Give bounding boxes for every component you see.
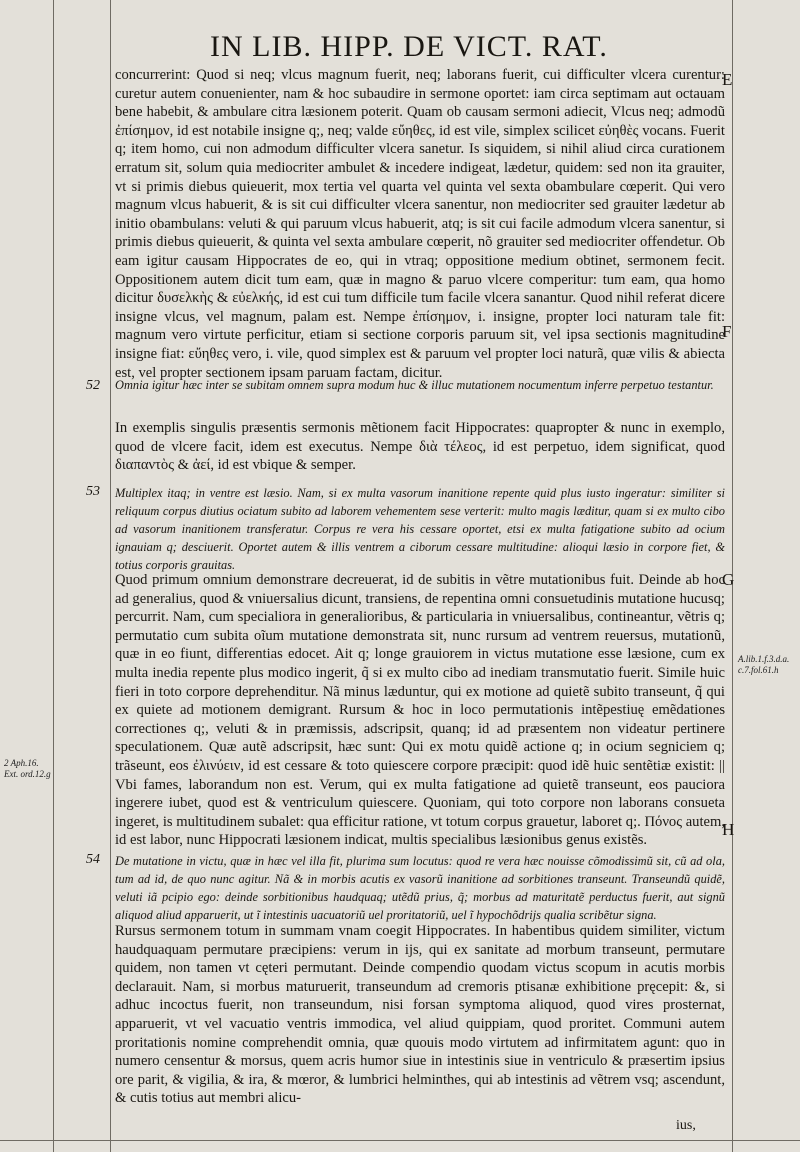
section-number-52: 52 [86, 378, 100, 393]
commentary-paragraph-2 [115, 419, 725, 473]
margin-letter-h: H [722, 820, 735, 839]
side-note-left: 2 Aph.16. Ext. ord.12.g [4, 758, 51, 779]
commentary-paragraph-1 [115, 66, 725, 394]
aphorism-53: Multiplex itaq; in ventre est læsio. Nam, si ex multa vasorum inanitione repente quid plus iusto ingeratur: similiter si reliquum corpus diutius ociatum subito ad laborem vehementem sese verterit: multo magis læditur, quam si ex multo cibo ad vasorum inanitionem transferatur. Corpus re vera his cessare oportet, etsi ex multa fatigatione subito ad ocium ignauiam q; desciuerit. Oportet autem & illis ventrem a ciborum cessare multitudine: alioqui læsio in corpore fiet, & totius corporis grauitas. [115, 486, 725, 572]
margin-rule-left-outer [53, 0, 54, 1152]
section-number-53: 53 [86, 484, 100, 499]
running-header: IN LIB. HIPP. DE VICT. RAT. [210, 30, 608, 63]
margin-letter-e: E [722, 70, 733, 89]
paragraph-text: In exemplis singulis præsentis sermonis mẽtionem facit Hippocrates: quapropter & nunc in exemplo, quod de vlcere facit, idem est executus. Nempe διὰ τέλεος, id est perpetuo, idem significat, quod διαπαντὸς & ἀεί, id est vbique & semper. [115, 420, 725, 474]
commentary-paragraph-3 [115, 571, 725, 849]
bottom-rule [0, 1140, 800, 1141]
paragraph-text: Quod primum omnium demonstrare decreuerat, id de subitis in vẽtre mutationibus fuit. Deinde ab hoc ad generalius, quod & vniuersalius dicunt, transiens, de repentina omni consuetudinis mutatione hucusq; percurrit. Nam, cum specialiora in generalioribus, & particularia in vniuersalibus, contineantur, vẽtris q; permutatio cum subita oĩum mutatione demonstrata sit, nunc rursum ad ventrem reuersus, mutationũ, quæ in eo fiunt, differentias edocet. Ait q; longe grauiorem in victus mutatione esse læsione, cum ex multa inedia repente plus modico ingerit, q̃ si ex multo cibo ad inediam transmutatio fuerit. Simile huic fieri in toto corpore deprehenditur. Nã minus læduntur, qui ex motione ad quietẽ subito transeunt, q̃ qui ex quiete ad motionem demigrant. Rursum & hoc in loco permutationis intẽpestiuę emẽdationes correctiones q;, veluti & in præmissis, adscripsit, quanq; id ad præsentem non videatur pertinere speculationem. Quæ autẽ adscripsit, hæc sunt: Qui ex motu quidẽ actione q; in ocium segniciem q; trãseunt, eos ἐλινύειν, id est cessare & toto quiescere corpore præcipit: quod idẽ huic sentẽtiæ existit: || Vbi fames, laborandum non est. Verum, qui ex multa fatigatione ad quietẽ transeunt, eos pauciora ingerere iubet, quod est & ventriculum quiescere. Quoniam, qui toto corpore non laborans consueta ingeret, is multitudinem subalet: qua efficitur ratione, vt totum corpus grauetur, laboret q;. Πόνος autem, id est labor, nunc Hippocrati læsionem indicat, multis specialibus læsionibus genus existẽs. [115, 572, 725, 849]
commentary-paragraph-4 [115, 922, 725, 1136]
catchword: ius, [676, 1118, 696, 1133]
section-number-54: 54 [86, 852, 100, 867]
aphorism-52: Omnia igitur hæc inter se subitam omnem supra modum huc & illuc mutationem nocumentum inferre perpetuo testantur. [115, 378, 714, 392]
margin-letter-f: F [722, 322, 732, 341]
side-note-right: A.lib.1.f.3.d.a. c.7.fol.61.h [738, 654, 790, 675]
paragraph-text: Rursus sermonem totum in summam vnam coegit Hippocrates. In habentibus quidem similiter, victum haudquaquam permutare præcipiens: verum in ijs, qui ex sanitate ad morbum transeunt, permutare quidem, non tamen vt cęteri permutant. Deinde compendio quodam victus scopum in acutis morbis declarauit. Nam, si morbus maturuerit, transeundum ad cremoris ptisanæ exhibitione pręcepit: &, si adhuc incoctus fuerit, non transeundum, nisi forsan symptoma aliquod, quod vires prosternat, apparuerit, vt vel vacuatio ventris immodica, vel aliud quippiam, quod proritet. Communi autem proritationis nomine comprehendit omnia, quæ quouis modo virtutem ad infirmitatem agunt: quo in numero censentur & morsus, quem acris humor siue in intestinis siue in ventriculo & præsertim ipsius ore parit, & vigilia, & ira, & mœror, & lumbrici helminthes, qui ab intestinis ad vẽtrem vsq; ascendunt, & cutis totius aut membri alicu- [115, 923, 725, 1107]
margin-letter-g: G [722, 570, 735, 589]
margin-rule-left-inner [110, 0, 111, 1152]
aphorism-54: De mutatione in victu, quæ in hæc vel illa fit, plurima sum locutus: quod re vera hæc nouisse cõmodissimũ sit, cũ ad ola, tum ad id, de quo nunc agitur. Nã & in morbis acutis ex vasorũ inanitione ad sorbitiones transeunt. Transeundũ quidẽ, veluti iã pcipio ego: deinde sorbitionibus haudquaq; utẽdũ prius, q̃; morbus ad maturitatẽ perductus fuerit, aut signũ aliquod aliud apparuerit, ut ĩ intestinis uacuatoriũ uel proritatoriũ, uel ĩ hypochõdrijs qualia scribẽtur signa. [115, 854, 725, 922]
paragraph-text: concurrerint: Quod si neq; vlcus magnum fuerit, neq; laborans fuerit, cui difficulter vlcera curentur: curetur autem conuenienter, nam & hoc subaudire in sermone oportet: iam circa septimam aut octauam bene habebit, & ambulare citra læsionem poterit. Quam ob causam sermoni adiecit, Vlcus neq; admodũ ἐπίσημον, id est notabile insigne q;, neq; valde εὔηθες, id est vile, simplex scilicet εὐηθὲς vocans. Fuerit q; item homo, cui non admodum difficulter vlcera sanetur. Is siquidem, si nihil aliud circa curationem erratum sit, solum quia mediocriter ambulet & incedere indigeat, lædetur, quidem: sed non ita grauiter, vt si primis diebus quieuerit, mox tertia vel quarta vel quinta vel sexta obambulare cœperit. Qui vero magnum vlcus habuerit, & is sit cui difficulter vlcera sanentur, non mediocriter sed grauiter lædetur ab initio obambulans: veluti & qui paruum vlcus habuerit, atq; is sit cui facile admodum vlcera sanentur, si primis diebus quieuerit, & quinta vel sexta ambulare cœperit, nõ grauiter sed mediocriter offendetur. Ob eam igitur causam Hippocrates de eo, qui in vtraq; oppositione medium obtinet, sermonem fecit. Oppositionem autem dicit tum eam, quæ in magno & paruo vlcere comperitur: tum eam, qua homo dicitur δυσελκὴς & εὐελκής, id est cui tum difficile tum facile vlcera sanantur. Quod nihil referat dicere insigne vlcus, vel magnum, palam est. Nempe ἐπίσημον, i. insigne, propter loci naturam tale fit: magnum vero virtute perficitur, etiam si sectione corporis paruum sit, vel ipsa sectionis magnitudine insigne fiat: εὔηθες vero, i. vile, quod simplex est & paruum vel propter loci naturã, quæ vilis & abiecta est, vel propter sectionem ipsam paruam factam, dicitur. [115, 67, 725, 381]
